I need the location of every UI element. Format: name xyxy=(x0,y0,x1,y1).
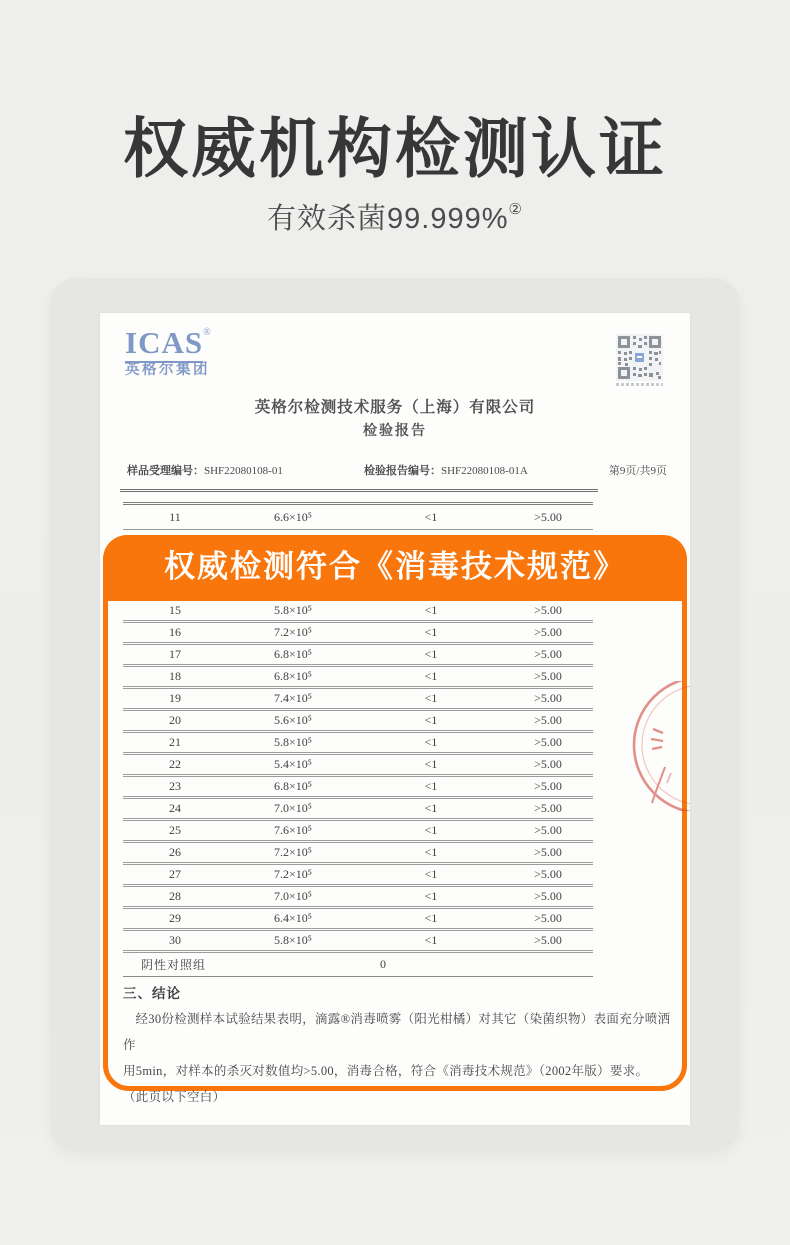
sample-number-value: SHF22080108-01 xyxy=(204,465,283,477)
cell-count: 7.0×10⁵ xyxy=(274,889,312,903)
report-number-label: 检验报告编号： xyxy=(363,465,441,477)
cell-log-value: >5.00 xyxy=(534,647,562,661)
cell-sample-no: 23 xyxy=(169,779,181,793)
cell-sample-no: 17 xyxy=(169,647,181,661)
sample-number-label: 样品受理编号： xyxy=(127,465,204,477)
cell-log-value: >5.00 xyxy=(534,889,562,903)
cell-count: 5.8×10⁵ xyxy=(274,603,312,617)
cell-sample-no: 30 xyxy=(169,933,181,947)
page-indicator: 第9页/共9页 xyxy=(608,465,667,477)
cell-log-value: >5.00 xyxy=(534,691,562,705)
highlight-frame xyxy=(103,535,687,1104)
cell-survivor: <1 xyxy=(424,823,438,837)
cell-sample-no: 27 xyxy=(169,867,181,881)
cell-sample-no: 21 xyxy=(169,735,181,749)
cell-survivor: <1 xyxy=(424,845,438,859)
cell-survivor: <1 xyxy=(424,867,438,881)
icas-group-name: 英格尔集团 xyxy=(125,362,210,378)
table-row xyxy=(123,887,593,909)
cell-sample-no: 15 xyxy=(169,603,181,617)
cell-log-value: >5.00 xyxy=(534,845,562,859)
cell-sample-no: 19 xyxy=(169,691,181,705)
cell-survivor: <1 xyxy=(424,735,438,749)
cell-sample-no: 26 xyxy=(169,845,181,859)
subtitle-text: 有效杀菌99.999% xyxy=(267,203,509,235)
conclusion-line: 用5min，对样本的杀灭对数值均>5.00，消毒合格，符合《消毒技术规范》（2002年版）要求。 xyxy=(123,1064,649,1078)
table-row xyxy=(123,799,593,821)
cell-survivor: <1 xyxy=(424,647,438,661)
cell-log-value: >5.00 xyxy=(534,757,562,771)
table-row-11-wrap xyxy=(123,502,593,530)
conclusion-body xyxy=(123,1006,671,1110)
negative-control-value: 0 xyxy=(380,957,386,971)
cell-sample-no: 25 xyxy=(169,823,181,837)
cell-count: 6.8×10⁵ xyxy=(274,779,312,793)
report-paper xyxy=(100,313,690,1125)
cell-survivor: <1 xyxy=(424,713,438,727)
cell-sample-no: 28 xyxy=(169,889,181,903)
icas-logo-text: ICAS xyxy=(125,325,203,363)
table-row xyxy=(123,645,593,667)
conclusion-heading: 三、结论 xyxy=(123,986,181,1001)
cell-count: 7.2×10⁵ xyxy=(274,845,312,859)
cell-survivor: <1 xyxy=(424,691,438,705)
cell-log-value: >5.00 xyxy=(534,735,562,749)
cell-survivor: <1 xyxy=(424,669,438,683)
cell-sample-no: 18 xyxy=(169,669,181,683)
table-row xyxy=(123,865,593,887)
cell-log-value: >5.00 xyxy=(534,933,562,947)
qr-code xyxy=(616,334,663,386)
header-divider xyxy=(120,489,598,492)
negative-control-label: 阴性对照组 xyxy=(141,958,207,972)
cell-log-value: >5.00 xyxy=(534,669,562,683)
cell-count: 7.2×10⁵ xyxy=(274,625,312,639)
cell-sample-no: 11 xyxy=(169,509,181,524)
table-row xyxy=(123,909,593,931)
negative-control-row xyxy=(123,953,593,977)
cell-log-value: >5.00 xyxy=(534,779,562,793)
cell-survivor: <1 xyxy=(424,625,438,639)
cell-count: 6.4×10⁵ xyxy=(274,911,312,925)
cell-count: 7.6×10⁵ xyxy=(274,823,312,837)
cell-count: 5.6×10⁵ xyxy=(274,713,312,727)
cell-count: 6.6×10⁵ xyxy=(274,509,312,524)
report-info-row xyxy=(127,462,667,478)
cell-survivor: <1 xyxy=(424,603,438,617)
table-row xyxy=(123,505,593,530)
cell-sample-no: 20 xyxy=(169,713,181,727)
cell-log-value: >5.00 xyxy=(534,801,562,815)
table-row xyxy=(123,601,593,623)
cell-count: 7.4×10⁵ xyxy=(274,691,312,705)
cell-count: 6.8×10⁵ xyxy=(274,647,312,661)
cell-count: 7.0×10⁵ xyxy=(274,801,312,815)
table-row xyxy=(123,843,593,865)
table-row xyxy=(123,931,593,953)
company-name: 英格尔检测技术服务（上海）有限公司 xyxy=(254,399,536,416)
cell-survivor: <1 xyxy=(424,889,438,903)
table-row xyxy=(123,623,593,645)
icas-logo xyxy=(125,327,211,378)
cell-log-value: >5.00 xyxy=(534,509,562,524)
cell-count: 5.8×10⁵ xyxy=(274,735,312,749)
table-row xyxy=(123,777,593,799)
report-doc-title: 检验报告 xyxy=(363,424,427,439)
conclusion-line: （此页以下空白） xyxy=(123,1090,226,1104)
results-table xyxy=(123,601,593,977)
cell-count: 5.4×10⁵ xyxy=(274,757,312,771)
page-title: 权威机构检测认证 xyxy=(122,112,667,187)
cell-log-value: >5.00 xyxy=(534,713,562,727)
footnote-marker: ② xyxy=(508,201,523,218)
highlight-banner: 权威检测符合《消毒技术规范》 xyxy=(103,535,687,601)
cell-sample-no: 22 xyxy=(169,757,181,771)
cell-survivor: <1 xyxy=(424,801,438,815)
table-row xyxy=(123,755,593,777)
cell-log-value: >5.00 xyxy=(534,625,562,639)
cell-survivor: <1 xyxy=(424,933,438,947)
cell-log-value: >5.00 xyxy=(534,867,562,881)
cell-sample-no: 24 xyxy=(169,801,181,815)
report-number xyxy=(364,462,528,478)
table-row xyxy=(123,667,593,689)
cell-log-value: >5.00 xyxy=(534,911,562,925)
cell-survivor: <1 xyxy=(424,757,438,771)
report-number-value: SHF22080108-01A xyxy=(440,465,528,477)
qr-code-icon xyxy=(616,334,663,381)
conclusion-line: 经30份检测样本试验结果表明，滴露®消毒喷雾（阳光柑橘）对其它（染菌织物）表面充分喷洒作 xyxy=(123,1012,671,1052)
registered-mark-icon: ® xyxy=(203,327,211,338)
cell-survivor: <1 xyxy=(424,911,438,925)
cell-count: 7.2×10⁵ xyxy=(274,867,312,881)
cell-count: 6.8×10⁵ xyxy=(274,669,312,683)
cell-sample-no: 29 xyxy=(169,911,181,925)
cell-sample-no: 16 xyxy=(169,625,181,639)
cell-survivor: <1 xyxy=(424,509,438,524)
sample-number xyxy=(127,462,283,478)
table-row xyxy=(123,689,593,711)
cell-log-value: >5.00 xyxy=(534,823,562,837)
qr-caption xyxy=(616,383,663,386)
cell-count: 5.8×10⁵ xyxy=(274,933,312,947)
page-subtitle xyxy=(0,196,790,237)
cell-survivor: <1 xyxy=(424,779,438,793)
table-row xyxy=(123,711,593,733)
table-row xyxy=(123,821,593,843)
cell-log-value: >5.00 xyxy=(534,603,562,617)
table-row xyxy=(123,733,593,755)
